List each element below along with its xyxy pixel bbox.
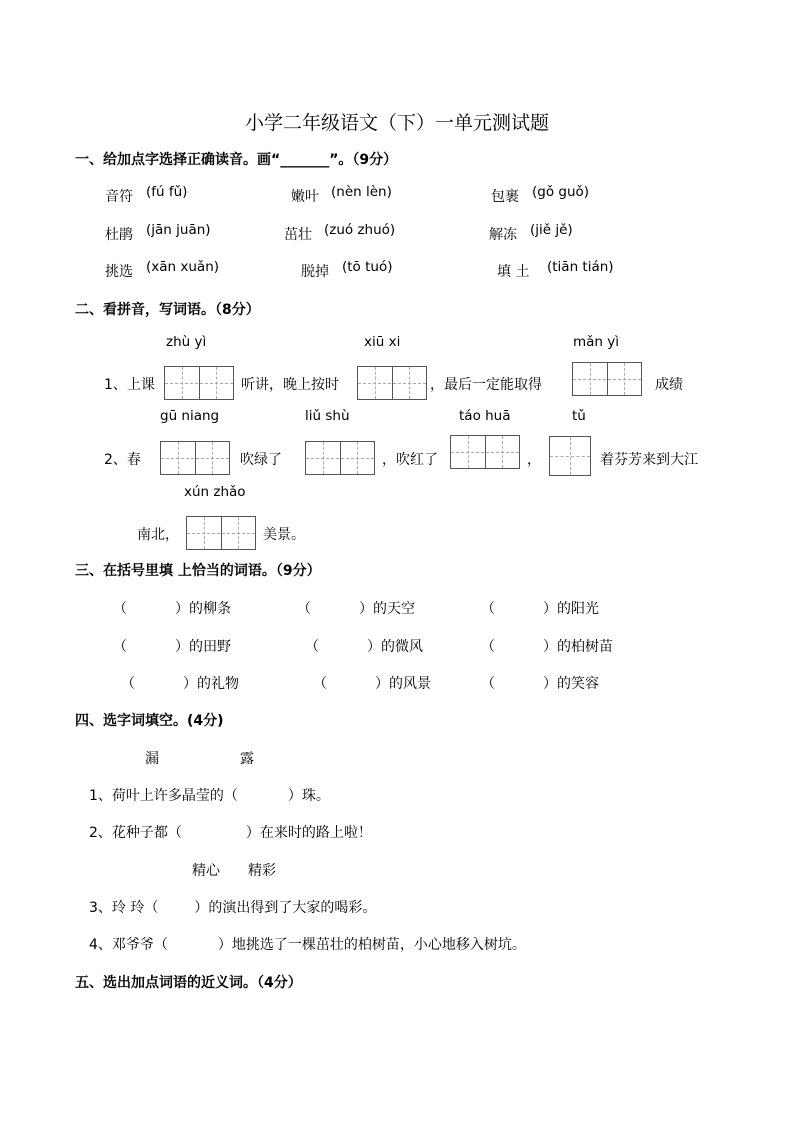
- s2-pinyin-7: tǔ: [572, 408, 586, 424]
- s4-choice-1: 漏: [145, 751, 159, 767]
- s2-line1-text-4: 成绩: [655, 377, 683, 393]
- s1-word-2: 嫩叶: [291, 189, 319, 205]
- s3-item-4: ）的田野: [175, 639, 231, 655]
- s3-item-1: ）的柳条: [175, 601, 231, 617]
- s4-q4: 4、邓爷爷（ ）地挑选了一棵茁壮的柏树苗，小心地移入树坑。: [89, 937, 526, 953]
- page-title: 小学二年级语文（下）一单元测试题: [244, 112, 549, 134]
- s2-line3-text-1: 南北，: [137, 527, 179, 543]
- s2-pinyin-6: táo huā: [459, 408, 511, 424]
- answer-box-manyi[interactable]: [572, 362, 642, 396]
- s4-choice-4: 精彩: [248, 863, 276, 879]
- answer-box-xunzhao[interactable]: [186, 516, 256, 550]
- s4-q2: 2、花种子都（ ）在来时的路上啦！: [89, 825, 372, 841]
- s1-word-1: 音符: [105, 189, 133, 205]
- s3-item-9: ）的笑容: [543, 676, 599, 692]
- s1-opts-8: (tō tuó): [342, 259, 393, 275]
- s1-word-4: 杜鹃: [105, 227, 133, 243]
- answer-box-xiuxi[interactable]: [357, 366, 427, 400]
- s1-word-3: 包裹: [491, 189, 519, 205]
- s2-line2-text-4: ，: [527, 452, 541, 468]
- s3-paren-open: （: [121, 676, 135, 692]
- s1-opts-7: (xān xuǎn): [146, 259, 220, 275]
- s1-opts-5: (zuó zhuó): [324, 222, 396, 238]
- s1-opts-4: (jān juān): [146, 222, 211, 238]
- s1-opts-3: (gǒ guǒ): [532, 184, 590, 200]
- s4-choice-2: 露: [240, 751, 254, 767]
- s3-paren-open: （: [481, 601, 495, 617]
- s1-word-7: 挑选: [105, 264, 133, 280]
- s4-q1: 1、荷叶上许多晶莹的（ ）珠。: [89, 788, 330, 804]
- s1-word-6: 解冻: [489, 227, 517, 243]
- s2-pinyin-2: xiū xi: [364, 334, 401, 350]
- answer-box-liushu[interactable]: [305, 441, 375, 475]
- s4-q3: 3、玲 玲（ ）的演出得到了大家的喝彩。: [89, 900, 377, 916]
- s2-pinyin-1: zhù yì: [166, 334, 207, 350]
- s2-line1-text-1: 1、上课: [104, 377, 155, 393]
- section-1-heading: 一、给加点字选择正确读音。画“_______”。（9分）: [75, 152, 398, 168]
- s3-paren-open: （: [297, 601, 311, 617]
- s3-item-6: ）的柏树苗: [543, 639, 613, 655]
- s1-opts-1: (fú fǔ): [146, 184, 188, 200]
- s3-paren-open: （: [481, 676, 495, 692]
- s3-item-2: ）的天空: [359, 601, 415, 617]
- section-4-heading: 四、选字词填空。(4分): [75, 713, 224, 729]
- answer-box-zhuyi[interactable]: [164, 366, 234, 400]
- s2-line1-text-2: 听讲，晚上按时: [241, 377, 339, 393]
- s3-item-7: ）的礼物: [183, 676, 239, 692]
- s3-paren-open: （: [113, 601, 127, 617]
- s4-choice-3: 精心: [192, 863, 220, 879]
- s2-pinyin-3: mǎn yì: [573, 334, 620, 350]
- s3-paren-open: （: [113, 639, 127, 655]
- s1-opts-9: (tiān tián): [547, 259, 614, 275]
- s1-opts-6: (jiě jě): [530, 222, 573, 238]
- s2-pinyin-8: xún zhǎo: [184, 484, 246, 500]
- s2-line2-text-5: 着芬芳来到大江: [600, 452, 698, 468]
- s2-pinyin-4: gū niang: [160, 408, 220, 424]
- section-2-heading: 二、看拼音，写词语。（8分）: [75, 302, 260, 318]
- s2-pinyin-5: liǔ shù: [305, 408, 350, 424]
- s1-word-8: 脱掉: [301, 264, 329, 280]
- s3-paren-open: （: [481, 639, 495, 655]
- s2-line3-text-2: 美景。: [263, 527, 305, 543]
- s3-item-3: ）的阳光: [543, 601, 599, 617]
- s1-opts-2: (nèn lèn): [331, 184, 392, 200]
- section-3-heading: 三、在括号里填 上恰当的词语。（9分）: [75, 563, 321, 579]
- s3-paren-open: （: [313, 676, 327, 692]
- answer-box-taohua[interactable]: [450, 435, 520, 469]
- s1-word-9: 填 土: [497, 264, 530, 280]
- answer-box-guniang[interactable]: [160, 441, 230, 475]
- s3-item-5: ）的微风: [367, 639, 423, 655]
- s2-line1-text-3: ，最后一定能取得: [430, 377, 542, 393]
- answer-box-tu[interactable]: [549, 436, 591, 476]
- s1-word-5: 茁壮: [284, 227, 312, 243]
- s2-line2-text-1: 2、春: [104, 452, 141, 468]
- s2-line2-text-2: 吹绿了: [240, 452, 282, 468]
- s3-item-8: ）的风景: [375, 676, 431, 692]
- section-5-heading: 五、选出加点词语的近义词。（4分）: [75, 975, 302, 991]
- s2-line2-text-3: ，吹红了: [382, 452, 438, 468]
- s3-paren-open: （: [305, 639, 319, 655]
